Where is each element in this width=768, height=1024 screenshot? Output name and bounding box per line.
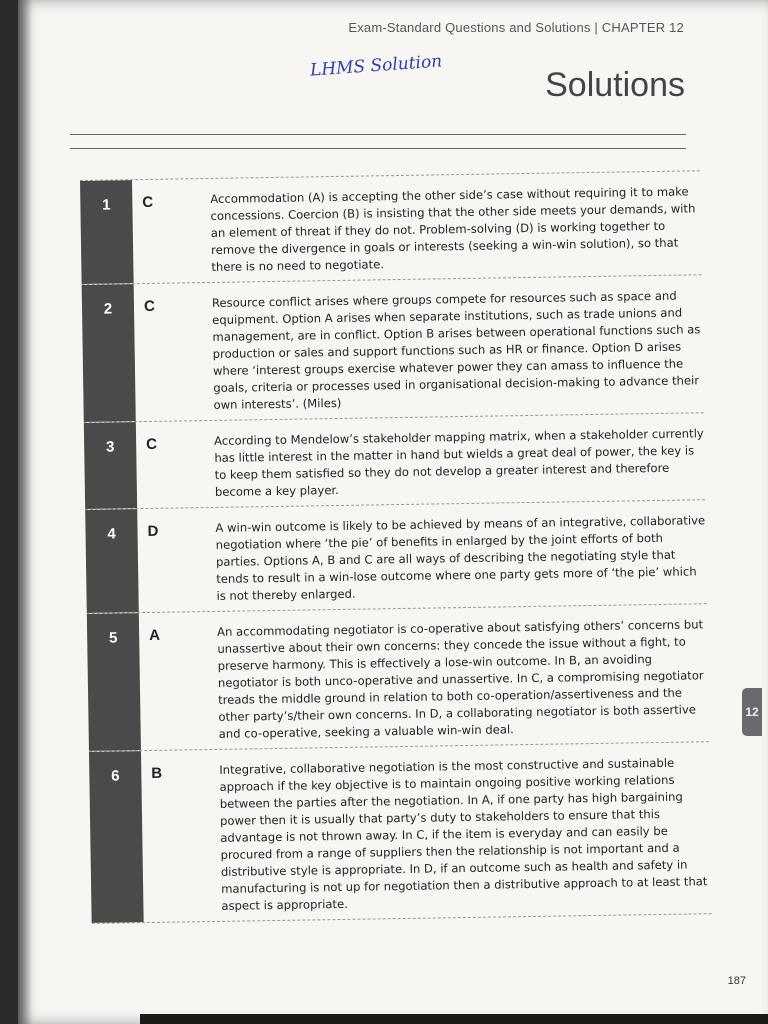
solution-row-1 — [80, 170, 702, 284]
answer-letter: A — [149, 626, 161, 644]
explanation-text: Integrative, collaborative negotiation is the most constructive and sustainable approach if the key objective is to maintain ongoing positive working relations between the parties after the negotiation. In A, if one party has high bargaining power then it is usually that party’s duty to stakeholders to ensure that this advantage is not thrown away. In C, if the item is everyday and can easily be procured from a range of suppliers then the relationship is not important and a distributive style is appropriate. In D, if an outcome such as health and safety in manufacturing is not up for negotiation then a distributive approach to at least that aspect is appropriate. — [219, 755, 708, 913]
explanation-text: Resource conflict arises where groups compete for resources such as space and equipment. Option A arises when separate institutions, such as trade unions and management, are in conflict. Option B arises between operational functions such as production or sales and support functions such as HR or finance. Option D arises where ‘interest groups exercise whatever power they can amass to influence the goals, criteria or processes used in organisational decision-making to advance their own interests’. (Miles) — [211, 288, 701, 412]
answer-letter: B — [151, 764, 163, 782]
page-title: Solutions — [545, 66, 685, 104]
page-number: 187 — [727, 975, 746, 987]
handwritten-note: LHMS Solution — [309, 51, 443, 81]
answer-letter: C — [142, 193, 154, 212]
question-number: 1 — [80, 180, 134, 284]
question-number: 4 — [85, 509, 139, 613]
chapter-side-tab: 12 — [742, 688, 762, 736]
solution-row-2 — [82, 274, 704, 422]
solutions-table — [80, 170, 712, 924]
title-rule-secondary — [70, 148, 686, 149]
spine-shadow — [18, 0, 32, 1024]
explanation-text: Accommodation (A) is accepting the other side’s case without requiring it to make concessions. Coercion (B) is insisting that the other side meets your demands, with an element of threat if they do not. Problem-solving (D) is working together to remove the divergence in goals or interests (seeking a win-win solution), so that there is no need to negotiate. — [210, 184, 696, 274]
solution-row-6 — [89, 741, 712, 924]
solution-row-3 — [84, 412, 705, 509]
solution-row-5 — [87, 603, 709, 751]
page-bottom-edge — [140, 1014, 768, 1024]
explanation-text: An accommodating negotiator is co-operative about satisfying others’ concerns but unassertive about their own concerns: they concede the issue without a fight, to preserve harmony. This is effectively a lose-win outcome. In B, an avoiding negotiator is both unco-operative and unassertive. In C, a compromising negotiator treads the middle ground in relation to both co-operation/assertiveness and the other party’s/their own concerns. In D, a collaborating negotiator is both assertive and co-operative, seeking a valuable win-win deal. — [217, 617, 704, 741]
answer-letter: C — [143, 297, 155, 316]
question-number: 2 — [82, 284, 136, 422]
explanation-text: According to Mendelow’s stakeholder mapping matrix, when a stakeholder currently has little interest in the matter in hand but wields a great deal of power, the key is to keep them satisfied so they do not develop a greater interest and therefore become a key player. — [214, 426, 704, 499]
solution-row-4 — [85, 499, 707, 613]
answer-letter: C — [146, 435, 158, 453]
question-number: 5 — [87, 613, 141, 751]
explanation-text: A win-win outcome is likely to be achieved by means of an integrative, collaborative negotiation where ‘the pie’ of benefits in enlarged by the joint efforts of both parties. Options A, B and C are all ways of describing the negotiating style that tends to result in a win-lose outcome where one party gets more of ‘the pie’ which is not thereby enlarged. — [215, 513, 706, 603]
question-number: 3 — [84, 422, 137, 509]
answer-letter: D — [147, 522, 159, 540]
question-number: 6 — [89, 751, 144, 923]
running-head: Exam-Standard Questions and Solutions | CHAPTER 12 — [348, 20, 684, 35]
title-rule — [70, 134, 686, 135]
